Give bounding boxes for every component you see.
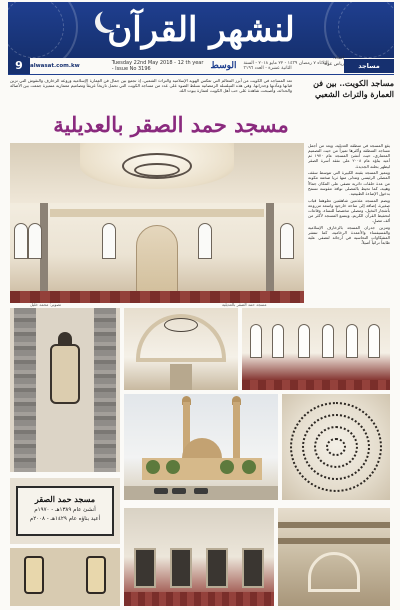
photo-arch-detail [278, 508, 390, 606]
entrance-carpet [124, 592, 274, 606]
hall-window [250, 324, 262, 358]
arch-detail [308, 552, 360, 592]
author-credit [304, 56, 344, 68]
photo-credit: تصوير: محمد خليل [30, 302, 62, 307]
lantern-icon [86, 556, 106, 594]
hero-caption: مسجد حمد الصقر بالعديلية [222, 302, 267, 307]
intro-text [10, 78, 292, 108]
marble-pillar [14, 308, 36, 472]
photo-chandelier [282, 394, 390, 500]
hall-carpet [242, 380, 390, 390]
parked-car [194, 488, 208, 494]
plaque [16, 486, 114, 536]
hall-window [346, 324, 358, 358]
article-paragraph: ويتميز المسجد بقبته الكبيرة التي تتوسط سقف المصلى الرئيسي وتتدلى منها ثريا ضخمة مكونة من عدة حلقات دائرية تضفي على المكان جمالاً وهيبة، كما تحيط بالمصلى نوافذ مقوسة تسمح بدخول الإضاءة الطبيعية. [308, 170, 390, 196]
series-title: مساجد الكويت.. بين فن العمارة والتراث الشعبي [313, 78, 394, 99]
photo-mosque-exterior [124, 394, 278, 500]
parked-car [154, 488, 168, 494]
hall-window [322, 324, 334, 358]
issue-arabic: الثلاثاء ٧ رمضان ١٤٣٩ - ٢٢ مايو ٢٠١٨ - السنة الثانية عشرة - العدد ٣١٩٦ [243, 61, 329, 71]
decor-band [278, 522, 390, 528]
hero-chandelier-inner [134, 163, 180, 177]
entrance-door [134, 548, 156, 588]
hero-mihrab [136, 225, 178, 295]
page-number: 9 [8, 58, 30, 74]
plaque-title: مسجد حمد الصقر [34, 494, 96, 504]
intro-paragraph: تعد المساجد في الكويت من أبرز المعالم التي تعكس الهوية الإسلامية والتراث الشعبي، إذ تجمع بين جمال فن العمارة الإسلامية وروعة الزخارف والنقوش التي تزين قبابها ومآذنها وجدرانها. وفي هذه السلسلة الرمضانية نسلط الضوء على عدد من مساجد الكويت التي تحمل تاريخاً عريقاً وتصاميم معمارية متميزة جمعت بين الأصالة والحداثة، وأصبحت شاهدة على حب أهل الكويت لعمارة بيوت الله. [10, 78, 292, 94]
parked-car [172, 488, 186, 494]
author-label: إعداد: [332, 56, 344, 61]
hero-column [266, 203, 274, 295]
photo-wall-lanterns [10, 548, 120, 606]
hero-photo-prayer-hall [10, 143, 304, 303]
headline: مسجد حمد الصقر بالعديلية [53, 112, 289, 137]
website-link[interactable]: alwasat.com.kw [30, 63, 80, 69]
marble-pillar [94, 308, 116, 472]
palm-tree [166, 460, 180, 474]
section-tag: مساجد [344, 59, 394, 73]
photo-plaque [10, 478, 120, 544]
photo-hall-windows [242, 308, 390, 390]
hero-window [280, 223, 294, 259]
author-name: رياض عواد [324, 62, 344, 67]
hero-window [28, 223, 42, 259]
lantern-icon [24, 556, 44, 594]
article-paragraph: وتتزين جدران المسجد بالزخارف الإسلامية والفسيفساء والأعمدة الرخامية، كما تنتشر المشكاوات النحاسية في أرجائه لتضفي عليه طابعاً تراثياً أصيلاً. [308, 224, 390, 246]
date-english: Tuesday 22nd May 2018 - 12 th year - Issue No 3196 [111, 60, 204, 72]
dome-chandelier [164, 318, 198, 332]
hall-window [298, 324, 310, 358]
info-strip [30, 59, 340, 73]
plaque-line-founded: أنشئ عام ١٣٨٩هـ - ١٩٧٠م [34, 507, 96, 513]
entrance-door [242, 548, 264, 588]
hero-window [198, 223, 212, 259]
hero-window [102, 223, 116, 259]
palm-tree [146, 460, 160, 474]
hall-window [272, 324, 284, 358]
masthead-rule [8, 74, 394, 75]
palm-tree [242, 460, 256, 474]
entrance-door [206, 548, 228, 588]
palm-tree [220, 460, 234, 474]
article-paragraph: يقع المسجد في منطقة العديلية، ويعد من أجمل مساجد المنطقة وأكثرها تميزاً من حيث التصميم المعماري، حيث أنشئ المسجد عام ١٩٧٠ ثم أعيد بناؤه عام ٢٠٠٨ على نفقة أسرة الصقر ليظهر بحلته الجديدة. [308, 143, 390, 169]
lantern-icon [50, 344, 80, 404]
paper-name: الوسط [210, 61, 237, 71]
photo-entrance-doors [124, 508, 274, 606]
article-paragraph: ويضم المسجد مئذنتين شاهقتين تعلوهما قباب صغيرة، إضافة إلى ساحة خارجية واسعة مزروعة بأشجار النخيل، ومصلى مخصصاً للنساء، وقاعات لتحفيظ القرآن الكريم، ويتسع المسجد لأكثر من ألف مصلٍ. [308, 197, 390, 224]
hero-window [14, 223, 28, 259]
photo-lantern-pillar [10, 308, 120, 472]
chandelier-ring [326, 438, 346, 456]
plaque-line-rebuilt: أعيد بناؤه عام ١٤٢٩هـ - ٢٠٠٨م [29, 516, 101, 522]
photo-dome-interior [124, 308, 238, 390]
article-body [308, 143, 390, 303]
hero-banner [50, 209, 264, 217]
hall-window [368, 324, 380, 358]
masthead-title: لنشهر القرآن [107, 10, 295, 50]
dome-door [170, 364, 192, 390]
masthead [8, 2, 394, 58]
entrance-door [170, 548, 192, 588]
decor-band [278, 538, 390, 544]
